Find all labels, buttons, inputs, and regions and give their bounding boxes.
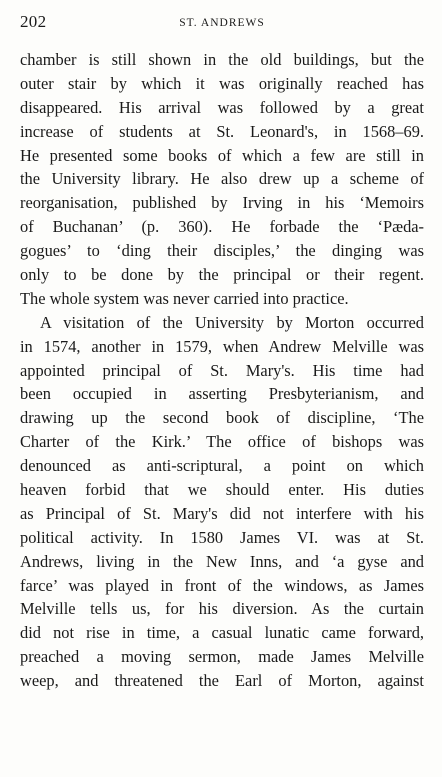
text-line: chamber is still shown in the old buildings, but the [20, 50, 424, 69]
text-line: in 1574, another in 1579, when Andrew Melville was [20, 336, 424, 356]
text-line: weep, and threatened the Earl of Morton, against [20, 671, 424, 691]
text-line: drawing up the second book of discipline, ‘The [20, 408, 424, 428]
running-head [20, 11, 424, 33]
text-line: gogues’ to ‘ding their disciples,’ the dinging was [20, 241, 424, 261]
paragraph-end-line: The whole system was never carried into practice. [20, 288, 349, 308]
text-line: of Buchanan’ (p. 360). He forbade the ‘Pæda- [20, 217, 424, 237]
text-line: increase of students at St. Leonard's, in 1568–69. [20, 121, 424, 141]
text-line: did not rise in time, a casual lunatic came forward, [20, 623, 424, 643]
text-line: only to be done by the principal or their regent. [20, 265, 424, 285]
text-line: disappeared. His arrival was followed by a great [20, 97, 424, 117]
text-line: political activity. In 1580 James VI. was at St. [20, 527, 424, 547]
paragraph-start-line: A visitation of the University by Morton occurred [40, 312, 424, 332]
text-line: denounced as anti-scriptural, a point on which [20, 456, 424, 476]
text-line: farce’ was played in front of the windows, as James [20, 575, 424, 595]
text-line: the University library. He also drew up a scheme of [20, 169, 424, 189]
text-line: been occupied in asserting Presbyterianism, and [20, 384, 424, 404]
text-line: as Principal of St. Mary's did not interfere with his [20, 503, 424, 523]
text-line: He presented some books of which a few are still in [20, 145, 424, 165]
text-line: heaven forbid that we should enter. His duties [20, 480, 424, 500]
text-line: appointed principal of St. Mary's. His time had [20, 360, 424, 380]
text-line: Andrews, living in the New Inns, and ‘a gyse and [20, 551, 424, 571]
running-title: ST. ANDREWS [179, 17, 265, 29]
text-line: Charter of the Kirk.’ The office of bishops was [20, 432, 424, 452]
text-line: outer stair by which it was originally reached has [20, 73, 424, 93]
page-number: 202 [20, 12, 47, 31]
text-line: reorganisation, published by Irving in his ‘Memoirs [20, 193, 424, 213]
text-line: Melville tells us, for his diversion. As the curtain [20, 599, 424, 619]
body-text [20, 48, 424, 693]
text-line: preached a moving sermon, made James Melville [20, 647, 424, 667]
